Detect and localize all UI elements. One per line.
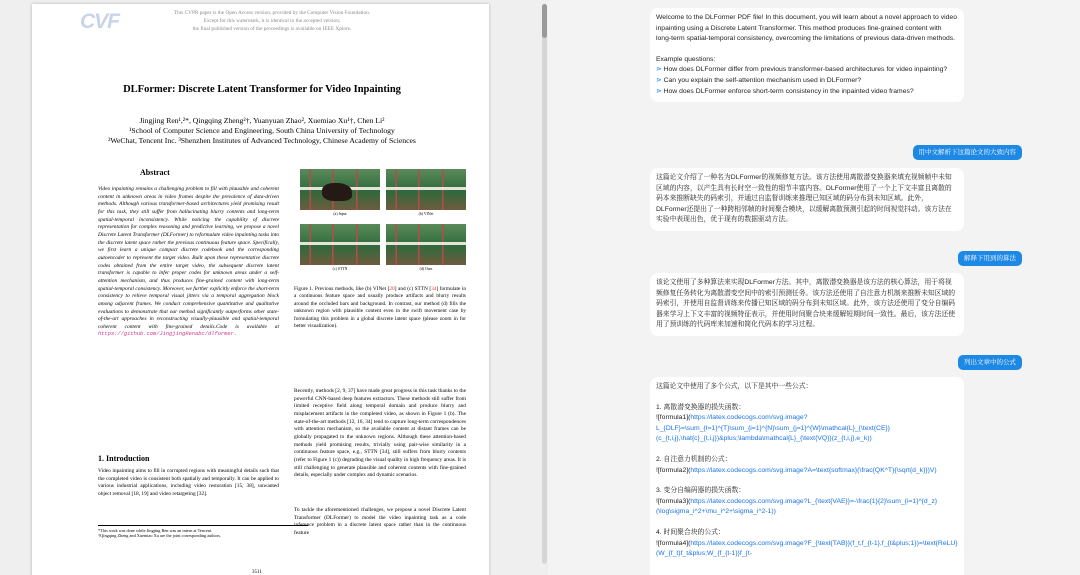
caption-text: Figure 1. Previous methods, like (b) VINet [ bbox=[294, 286, 390, 292]
abstract-body: Video inpainting remains a challenging problem to fill with plausible and coherent content in unknown areas in video frames despite the prevalence of data-driven methods. Although various transformer-based architectures yield promising result for this task, they still suffer from hallucinating blurry contents and long-term spatial-temporal inconsistency. While noticing the capability of discrete representation for complex reasoning and predictive learning, we propose a novel Discrete Latent Transformer (DLFormer) to reformulate video inpainting tasks into the discrete latent space rather the previous continuous feature space. Specifically, we first learn a unique compact discrete codebook and the corresponding autoencoder to represent the target video. Built upon these representative discrete codes obtained from the entire target video, the subsequent discrete latent transformer is capable to infer proper codes for unknown areas under a self-attention mechanism, and thus produces fine-grained content with long-term spatial-temporal consistency. Moreover, we further explicitly enforce the short-term consistency to relieve temporal visual jitters via a temporal aggregation block among adjacent frames. We conduct comprehensive quantitative and qualitative evaluations to demonstrate that our method significantly outperforms other state-of-the-art approaches in reconstructing visually-plausible and spatial-temporal coherent content with fine-grained details.Code is available at bbox=[98, 186, 279, 330]
question-text: Can you explain the self-attention mechanism used in DLFormer? bbox=[663, 76, 862, 84]
formula-title: 4. 时间聚合块的公式： bbox=[656, 528, 725, 536]
pdf-scrollbar[interactable] bbox=[542, 4, 547, 564]
code-link[interactable]: https://github.com/JingjingRenabc/dlformer. bbox=[98, 331, 238, 338]
message-text: 该论文使用了多种算法来实现DLFormer方法。其中，离散潜变换器是该方法的核心算法，用于将视频修复任务转化为离散潜变空间中的索引预测任务。该方法还使用了自注意力机制来推断未知区域的码索引，并使用自监督训练来传播已知区域的码分布到未知区域。此外，该方法还使用了变分自编码器来学习上下文丰富的视频特征表示，并使用时间聚合块来缓解短期时间一致性。最后，该方法还使用了预训练的代码库来加速和简化代码本的学习过程。 bbox=[656, 279, 956, 329]
arrow-icon: ⋗ bbox=[656, 66, 664, 74]
formula-line bbox=[656, 539, 958, 560]
abstract-heading: Abstract bbox=[140, 168, 170, 177]
example-question[interactable] bbox=[656, 76, 958, 87]
scrollbar-thumb[interactable] bbox=[542, 4, 547, 38]
formula-title: 3. 变分自编码器的损失函数： bbox=[656, 487, 746, 495]
assistant-message bbox=[650, 168, 964, 231]
user-message: 解释下用到的算法 bbox=[958, 251, 1022, 266]
question-text: How does DLFormer enforce short-term consistency in the inpainted video frames? bbox=[663, 87, 914, 95]
figure-panel-vinet bbox=[386, 169, 466, 210]
figure-label: (b) VINet bbox=[418, 212, 434, 216]
arrow-icon: ⋗ bbox=[656, 76, 664, 84]
user-message: 列出文章中的公式 bbox=[958, 355, 1022, 370]
caption-ref[interactable]: 34 bbox=[431, 286, 437, 292]
figure-panel-sttn bbox=[300, 224, 380, 265]
question-text: How does DLFormer differ from previous transformer-based architectures for video inpainting? bbox=[663, 66, 948, 74]
intro-text: Video inpainting aims to fill in corrupted regions with meaningful details such that the completed video is consistent both spatially and temporally. It can be applied to various industrial applications, including video restoration [15, 38], unwanted object removal [18, 19] and video retargeting [32]. bbox=[98, 468, 279, 497]
caption-text: ] formulate in a continuous feature space and usually produce artifacts and blurry results around the occluded bars and background. In contrast, our method (d) fills the unknown region with plausible content even in the swift movement case by formulating this problem in a global discrete latent space (please zoom in for better visualization). bbox=[294, 286, 467, 330]
welcome-text: Welcome to the DLFormer PDF file! In this document, you will learn about a novel approach to video inpainting using a Discrete Latent Transformer. This method produces fine-grained content with long-term spatial-temporal consistency, overcoming the limitations of previous data-driven methods. bbox=[656, 14, 957, 43]
notice-line: This CVPR paper is the Open Access version, provided by the Computer Vision Foundation. bbox=[173, 10, 371, 16]
pdf-page bbox=[32, 4, 489, 575]
affiliation: ¹School of Computer Science and Engineering, South China University of Technology bbox=[129, 126, 395, 135]
formula-link[interactable]: https://latex.codecogs.com/svg.image?L_{\text{VAE}}=-\frac{1}{2}\sum_{i=1}^{d_z}(\log\sigma_i^2+\mu_i^2+\sigma_i^2-1)) bbox=[656, 497, 938, 516]
caption-ref[interactable]: 20 bbox=[389, 286, 395, 292]
figure-panel-ours bbox=[386, 224, 466, 265]
chat-panel bbox=[552, 0, 1080, 575]
figure-label: (a) Input bbox=[333, 212, 347, 216]
paper-title: DLFormer: Discrete Latent Transformer for Video Inpainting bbox=[123, 84, 401, 95]
figure-caption bbox=[294, 286, 466, 330]
body-paragraph: Recently, methods [2, 9, 37] have made great progress in this task thanks to the powerful CNN-based deep features extractors. These methods still suffer from limited receptive field along temporal domain and produce blurry and misplacement artifacts in the completed video, as shown in Figure 1 (b). The state-of-the-art methods [12, 16, 34] tend to capture long-term correspondences with attention mechanism, so the available content at distant frames can be globally propagated to the unknown regions. Although these attention-based methods yield promising results, trivially using pair-wise similarity in a continuous feature space, e.g., STTN [34], still suffers from blurry contents (refer to Figure 1 (c)) degrading the visual quality in high frequency areas. It is still challenging to generate plausible and coherent contents with fine-grained details, especially under complex and dynamic scenarios. bbox=[294, 388, 466, 479]
authors: Jingjing Ren¹,²*, Qingqing Zheng²†, Yuanyuan Zhao², Xuemiao Xu¹†, Chen Li² bbox=[139, 116, 385, 125]
message-text: 这篇论文介绍了一种名为DLFormer的视频修复方法。该方法使用离散潜变换器来填充视频帧中未知区域的内容，以产生具有长时空一致性的细节丰富内容。DLFormer使用了一个上下文丰富且离散的码本来推断缺失的码索引，并通过自监督训练来推理已知区域的码分布到未知区域。此外，DLFormer还提出了一种跨相邻帧的时间聚合模块，以缓解离散预测引起的时间视觉抖动。该方法在实验中表现出色，优于现有的数据驱动方法。 bbox=[656, 174, 952, 224]
assistant-message bbox=[650, 273, 964, 336]
footnotes bbox=[98, 525, 308, 539]
formula-prefix: ![formula2]( bbox=[656, 466, 691, 474]
example-question[interactable] bbox=[656, 87, 958, 98]
footnote: †Qingqing Zheng and Xuemiao Xu are the joint corresponding authors. bbox=[98, 533, 221, 539]
author-block bbox=[52, 116, 472, 146]
arrow-icon: ⋗ bbox=[656, 87, 664, 95]
assistant-message bbox=[650, 377, 964, 575]
example-question[interactable] bbox=[656, 65, 958, 76]
message-text: 这篇论文中使用了多个公式，以下是其中一些公式： bbox=[656, 383, 813, 390]
notice-line: the final published version of the proceedings is available on IEEE Xplore. bbox=[192, 26, 352, 32]
formula-line bbox=[656, 413, 958, 445]
formula-title: 2. 自注意力机制的公式： bbox=[656, 455, 732, 463]
footnote: *This work was done while Jingjing Ren was an intern at Tencent. bbox=[98, 528, 213, 533]
formula-title: 1. 离散潜变换器的损失函数： bbox=[656, 403, 746, 411]
formula-prefix: ![formula3]( bbox=[656, 497, 691, 505]
formula-prefix: ![formula1]( bbox=[656, 414, 691, 422]
assistant-welcome-message bbox=[650, 8, 964, 102]
formula-prefix: ![formula4]( bbox=[656, 539, 691, 547]
figure-label: (c) STTN bbox=[332, 267, 348, 271]
body-paragraph: To tackle the aforementioned challenges, we propose a novel Discrete Latent Transformer (DLFormer) to model the video inpainting task as a code inference problem in a discrete latent space rather than in the continuous feature bbox=[294, 507, 466, 536]
figure-panel-input bbox=[300, 169, 380, 210]
formula-line bbox=[656, 466, 958, 477]
open-access-notice bbox=[142, 9, 402, 33]
example-questions-heading: Example questions: bbox=[656, 55, 716, 63]
formula-link[interactable]: https://latex.codecogs.com/svg.image?F_{\text{TAB}}(f_t,f_{t-1},f_{t&plus;1})=\text{ReLU}(W_{f_t}f_t&plus;W_{f_{t-1}}f_{t- bbox=[656, 539, 958, 558]
caption-text: ] and (c) STTN [ bbox=[394, 286, 432, 292]
formula-link[interactable]: https://latex.codecogs.com/svg.image?A=\text{softmax}(\frac{QK^T}{\sqrt{d_k}})V) bbox=[690, 466, 937, 474]
user-message: 用中文解析下这篇论文的大致内容 bbox=[913, 145, 1023, 160]
formula-line bbox=[656, 497, 958, 518]
page-number: 3511 bbox=[252, 570, 262, 575]
formula-link[interactable]: https://latex.codecogs.com/svg.image?L_{DLF}=\sum_{t=1}^{T}\sum_{i=1}^{N}\sum_{j=1}^{W}\mathcal{L}_{\text{CE}}(c_{t,i,j},\hat{c}_{t,i,j})&plus;\lambda\mathcal{L}_{\text{VQ}}(z_{t,i,j},e_k)) bbox=[656, 414, 891, 443]
affiliation: ²WeChat, Tencent Inc. ³Shenzhen Institutes of Advanced Technology, Chinese Academy of Sciences bbox=[108, 136, 416, 145]
notice-line: Except for this watermark, it is identical to the accepted version; bbox=[203, 18, 341, 24]
intro-heading: 1. Introduction bbox=[98, 454, 150, 463]
figure-label: (d) Ours bbox=[419, 267, 433, 271]
figure-1 bbox=[300, 169, 466, 279]
cvf-logo: CVF bbox=[80, 10, 119, 33]
abstract-text bbox=[98, 186, 279, 339]
